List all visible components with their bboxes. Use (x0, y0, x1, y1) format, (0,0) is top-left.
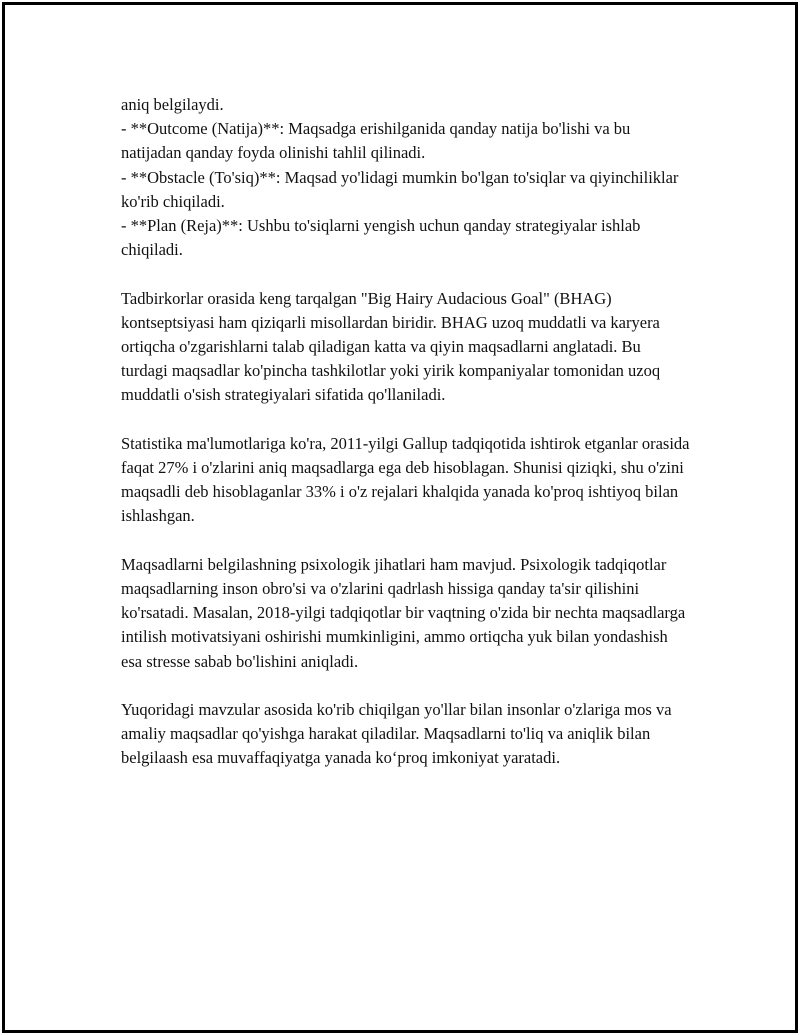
list-item-outcome: - **Outcome (Natija)**: Maqsadga erishilganida qanday natija bo'lishi va bu natijadan qanday foyda olinishi tahlil qilinadi. (121, 119, 631, 163)
list-item-plan: - **Plan (Reja)**: Ushbu to'siqlarni yengish uchun qanday strategiyalar ishlab chiqiladi. (121, 216, 641, 260)
paragraph-psychology: Maqsadlarni belgilashning psixologik jihatlari ham mavjud. Psixologik tadqiqotlar maqsadlarning inson obro'si va o'zlarini qadrlash hissiga qanday ta'sir qilishini ko'rsatadi. Masalan, 2018-yilgi tadqiqotlar bir vaqtning o'zida bir nechta maqsadlarga intilish motivatsiyani oshirishi mumkinligini, ammo ortiqcha yuk bilan yondashish esa stresse sabab bo'lishini aniqladi. (121, 554, 686, 671)
paragraph-conclusion: Yuqoridagi mavzular asosida ko'rib chiqilgan yo'llar bilan insonlar o'zlariga mos va amaliy maqsadlar qo'yishga harakat qiladilar. Maqsadlarni to'liq va aniqlik bilan belgilaash esa muvaffaqiyatga yanada ko‘proq imkoniyat yaratadi. (121, 700, 672, 768)
paragraph-bhag: Tadbirkorlar orasida keng tarqalgan "Big Hairy Audacious Goal" (BHAG) kontseptsiyasi ham qiziqarli misollardan biridir. BHAG uzoq muddatli va karyera ortiqcha o'zgarishlarni talab qiladigan katta va qiyin maqsadlarni anglatadi. Bu turdagi maqsadlar ko'pincha tashkilotlar yoki yirik kompaniyalar tomonidan uzoq muddatli o'sish strategiyalari sifatida qo'llaniladi. (121, 288, 661, 405)
list-item-obstacle: - **Obstacle (To'siq)**: Maqsad yo'lidagi mumkin bo'lgan to'siqlar va qiyinchiliklar ko'rib chiqiladi. (121, 167, 679, 211)
document-page (2, 2, 798, 1033)
paragraph-statistics: Statistika ma'lumotlariga ko'ra, 2011-yilgi Gallup tadqiqotida ishtirok etganlar orasida faqat 27% i o'zlarini aniq maqsadlarga ega deb hisoblagan. Shunisi qiziqki, shu o'zini maqsadli deb hisoblaganlar 33% i o'z rejalari khalqida yanada ko'proq ishtiyoq bilan ishlashgan. (121, 433, 690, 526)
document-body (121, 93, 691, 795)
list-line-continuation: aniq belgilaydi. (121, 95, 224, 114)
